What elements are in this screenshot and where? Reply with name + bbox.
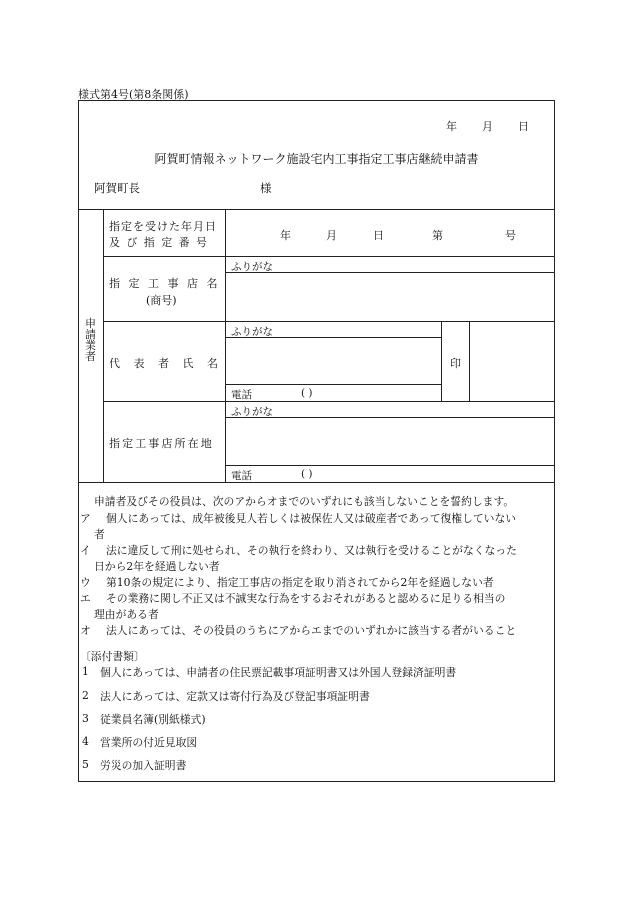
pledge-mark-o: オ	[80, 624, 91, 637]
attachment-text: 法人にあっては、定款又は寄付行為及び登記事項証明書	[100, 690, 370, 703]
pledge-item-i-line1: 法に違反して刑に処せられ、その執行を終わり、又は執行を受けることがなくなった	[106, 544, 517, 557]
tel-divider	[225, 384, 441, 385]
row-divider	[103, 321, 555, 322]
seal-left-divider	[441, 321, 442, 401]
label-column-divider	[225, 209, 226, 482]
pledge-mark-u: ウ	[80, 576, 91, 589]
furigana-divider	[225, 417, 555, 418]
attachment-text: 労災の加入証明書	[100, 759, 187, 772]
pledge-item-e-line1: その業務に関し不正又は不誠実な行為をするおそれがあると認めるに足りる相当の	[106, 592, 506, 605]
attachment-text: 従業員名簿(別紙様式)	[100, 713, 206, 726]
designation-label-line2: 及び指定番号	[109, 236, 214, 249]
attachments-heading: 〔添付書類〕	[80, 650, 145, 663]
table-top-border	[78, 209, 555, 210]
pledge-item-i-line2: 日から2年を経過しない者	[94, 560, 220, 573]
designation-year: 年	[280, 229, 291, 242]
table-bottom-border	[78, 482, 555, 483]
address-tel-label: 電話	[231, 470, 252, 482]
rep-tel-parens: ( )	[301, 387, 313, 399]
designation-dai: 第	[432, 229, 443, 242]
pledge-item-a-line1: 個人にあっては、成年被後見人若しくは被保佐人又は破産者であって復権していない	[106, 512, 517, 525]
address-label: 指定工事店所在地	[109, 437, 214, 450]
attachment-text: 個人にあっては、申請者の住民票記載事項証明書又は外国人登録済証明書	[100, 666, 457, 679]
address-tel-parens: ( )	[301, 468, 313, 480]
form-number: 様式第4号(第8条関係)	[78, 88, 189, 101]
addressee-honorific: 様	[260, 181, 272, 195]
date-month-label: 月	[482, 120, 493, 133]
pledge-item-a-line2: 者	[94, 528, 105, 541]
store-furigana-label: ふりがな	[231, 261, 273, 273]
pledge-item-e-line2: 理由がある者	[94, 608, 159, 621]
address-furigana-label: ふりがな	[231, 406, 273, 418]
pledge-mark-e: エ	[80, 592, 91, 605]
pledge-item-o-line1: 法人にあっては、その役員のうちにアからエまでのいずれかに該当する者がいること	[106, 624, 517, 637]
row-divider	[103, 256, 555, 257]
furigana-divider	[225, 272, 555, 273]
row-divider	[103, 401, 555, 402]
attachment-num: 4	[82, 735, 89, 748]
seal-mark: 印	[450, 357, 461, 370]
rep-furigana-label: ふりがな	[231, 326, 273, 338]
pledge-mark-a: ア	[80, 512, 91, 525]
attachment-num: 5	[82, 758, 89, 771]
seal-right-divider	[469, 321, 470, 401]
applicant-side-label: 申 請 業 者	[85, 317, 96, 363]
date-day-label: 日	[518, 120, 529, 133]
date-year-label: 年	[446, 120, 457, 133]
designation-month: 月	[326, 229, 337, 242]
designation-label-line1: 指定を受けた年月日	[109, 220, 217, 233]
designation-day: 日	[373, 229, 384, 242]
store-name-sublabel: (商号)	[146, 294, 177, 307]
pledge-item-u-line1: 第10条の規定により、指定工事店の指定を取り消されてから2年を経過しない者	[106, 576, 494, 589]
attachment-num: 3	[82, 712, 89, 725]
form-title: 阿賀町情報ネットワーク施設宅内工事指定工事店継続申請書	[154, 152, 479, 166]
designation-go: 号	[505, 229, 516, 242]
store-name-label: 指定工事店名	[109, 277, 226, 290]
pledge-mark-i: イ	[80, 544, 91, 557]
attachment-num: 1	[82, 665, 89, 678]
addressee-name: 阿賀町長	[94, 181, 140, 195]
side-label-divider	[103, 209, 104, 482]
attachment-num: 2	[82, 689, 89, 702]
attachment-text: 営業所の付近見取図	[100, 736, 198, 749]
tel-divider	[225, 465, 555, 466]
representative-label: 代表者氏名	[109, 357, 232, 370]
rep-tel-label: 電話	[231, 389, 252, 401]
pledge-intro: 申請者及びその役員は、次のアからオまでのいずれにも該当しないことを誓約します。	[94, 495, 515, 508]
